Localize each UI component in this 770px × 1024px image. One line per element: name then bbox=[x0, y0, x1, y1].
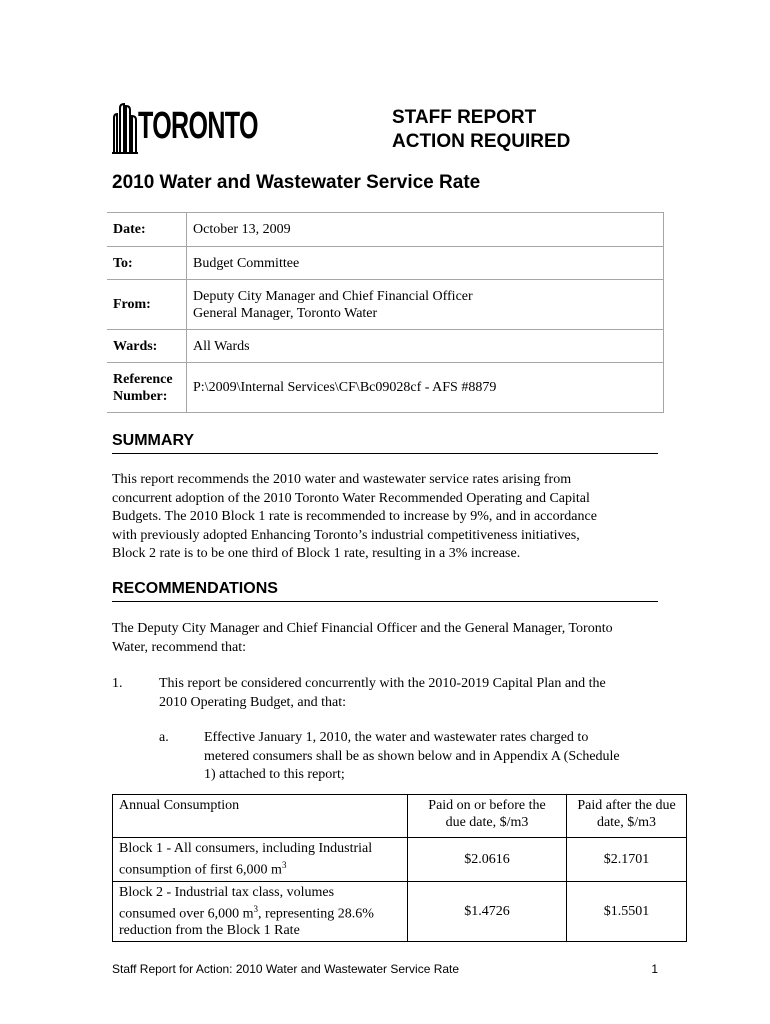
on-time-rate-header-line-2: due date, $/m3 bbox=[445, 815, 529, 830]
city-hall-icon bbox=[112, 102, 138, 154]
on-time-rate-header-line-1: Paid on or before the bbox=[428, 798, 546, 813]
summary-heading: SUMMARY bbox=[112, 432, 195, 449]
recommendations-intro-line: Water, recommend that: bbox=[112, 639, 246, 655]
block-2-on-time-rate: $1.4726 bbox=[408, 881, 567, 942]
recommendations-intro bbox=[112, 620, 658, 657]
block-1-late-rate: $2.1701 bbox=[567, 838, 687, 882]
table-row bbox=[113, 838, 687, 882]
from-value bbox=[187, 280, 664, 330]
page-footer bbox=[112, 962, 658, 976]
report-type-line-2: ACTION REQUIRED bbox=[392, 131, 571, 152]
reference-row bbox=[107, 363, 664, 413]
to-row bbox=[107, 247, 664, 280]
late-rate-header bbox=[567, 795, 687, 838]
cubic-superscript: 3 bbox=[281, 860, 287, 870]
report-type bbox=[392, 106, 570, 154]
recommendations-heading: RECOMMENDATIONS bbox=[112, 580, 278, 597]
report-metadata-table bbox=[107, 212, 664, 413]
from-value-line-2: General Manager, Toronto Water bbox=[193, 305, 378, 321]
summary-line: Block 2 rate is to be one third of Block 1 rate, resulting in a 3% increase. bbox=[112, 546, 521, 561]
item-1-line: 2010 Operating Budget, and that: bbox=[159, 694, 347, 710]
block-2-description-line-2 bbox=[119, 901, 401, 923]
report-type-line-1: STAFF REPORT bbox=[392, 107, 537, 128]
item-1-line: This report be considered concurrently with the 2010-2019 Capital Plan and the bbox=[159, 676, 606, 691]
wards-value: All Wards bbox=[187, 330, 664, 363]
item-1a-line: Effective January 1, 2010, the water and wastewater rates charged to bbox=[204, 730, 589, 745]
date-label: Date: bbox=[107, 213, 187, 247]
item-1a-letter: a. bbox=[159, 730, 169, 745]
block-2-description-text-a: consumed over 6,000 m bbox=[119, 906, 254, 922]
summary-line: Budgets. The 2010 Block 1 rate is recommended to increase by 9%, and in accordance bbox=[112, 509, 597, 524]
block-1-description-line-2 bbox=[119, 857, 401, 879]
toronto-logo bbox=[112, 100, 264, 154]
summary-rule bbox=[112, 453, 658, 454]
block-1-description bbox=[113, 838, 408, 882]
item-1-text bbox=[159, 675, 659, 712]
to-label: To: bbox=[107, 247, 187, 280]
reference-value: P:\2009\Internal Services\CF\Bc09028cf - AFS #8879 bbox=[187, 363, 664, 413]
summary-paragraph bbox=[112, 471, 658, 564]
reference-label-line-1: Reference bbox=[113, 371, 173, 387]
reference-label-line-2: Number: bbox=[113, 388, 168, 404]
rates-header-row bbox=[113, 795, 687, 838]
recommendations-intro-line: The Deputy City Manager and Chief Financial Officer and the General Manager, Toronto bbox=[112, 621, 613, 636]
page-number: 1 bbox=[651, 962, 658, 976]
summary-line: concurrent adoption of the 2010 Toronto Water Recommended Operating and Capital bbox=[112, 490, 590, 506]
table-row bbox=[113, 881, 687, 942]
to-value: Budget Committee bbox=[187, 247, 664, 280]
wards-row bbox=[107, 330, 664, 363]
block-2-description-line-3: reduction from the Block 1 Rate bbox=[119, 923, 300, 939]
block-2-late-rate: $1.5501 bbox=[567, 881, 687, 942]
logo-wordmark: TORONTO bbox=[138, 105, 258, 147]
date-value: October 13, 2009 bbox=[187, 213, 664, 247]
from-row bbox=[107, 280, 664, 330]
item-1-number: 1. bbox=[112, 676, 123, 691]
summary-line: with previously adopted Enhancing Toronto’s industrial competitiveness initiatives, bbox=[112, 527, 580, 543]
item-1a-line: metered consumers shall be as shown below and in Appendix A (Schedule bbox=[204, 748, 620, 764]
annual-consumption-header: Annual Consumption bbox=[113, 795, 408, 838]
block-1-on-time-rate: $2.0616 bbox=[408, 838, 567, 882]
page-title: 2010 Water and Wastewater Service Rate bbox=[112, 172, 481, 193]
block-2-description-text-b: , representing 28.6% bbox=[258, 906, 374, 922]
rates-table bbox=[112, 794, 687, 942]
item-1a-line: 1) attached to this report; bbox=[204, 767, 345, 782]
late-rate-header-line-1: Paid after the due bbox=[577, 798, 676, 813]
footer-text: Staff Report for Action: 2010 Water and Wastewater Service Rate bbox=[112, 962, 460, 976]
from-value-line-1: Deputy City Manager and Chief Financial Officer bbox=[193, 288, 473, 304]
reference-label bbox=[107, 363, 187, 413]
on-time-rate-header bbox=[408, 795, 567, 838]
wards-label: Wards: bbox=[107, 330, 187, 363]
date-row bbox=[107, 213, 664, 247]
summary-line: This report recommends the 2010 water and wastewater service rates arising from bbox=[112, 472, 572, 487]
item-1a-text bbox=[204, 729, 664, 785]
block-2-description bbox=[113, 881, 408, 942]
late-rate-header-line-2: date, $/m3 bbox=[596, 815, 657, 830]
cubic-superscript: 3 bbox=[253, 903, 259, 914]
block-1-description-line-1: Block 1 - All consumers, including Industrial bbox=[119, 841, 373, 856]
from-label: From: bbox=[107, 280, 187, 330]
block-1-description-text: consumption of first 6,000 m bbox=[119, 862, 282, 878]
recommendations-rule bbox=[112, 601, 658, 602]
block-2-description-line-1: Block 2 - Industrial tax class, volumes bbox=[119, 884, 335, 900]
